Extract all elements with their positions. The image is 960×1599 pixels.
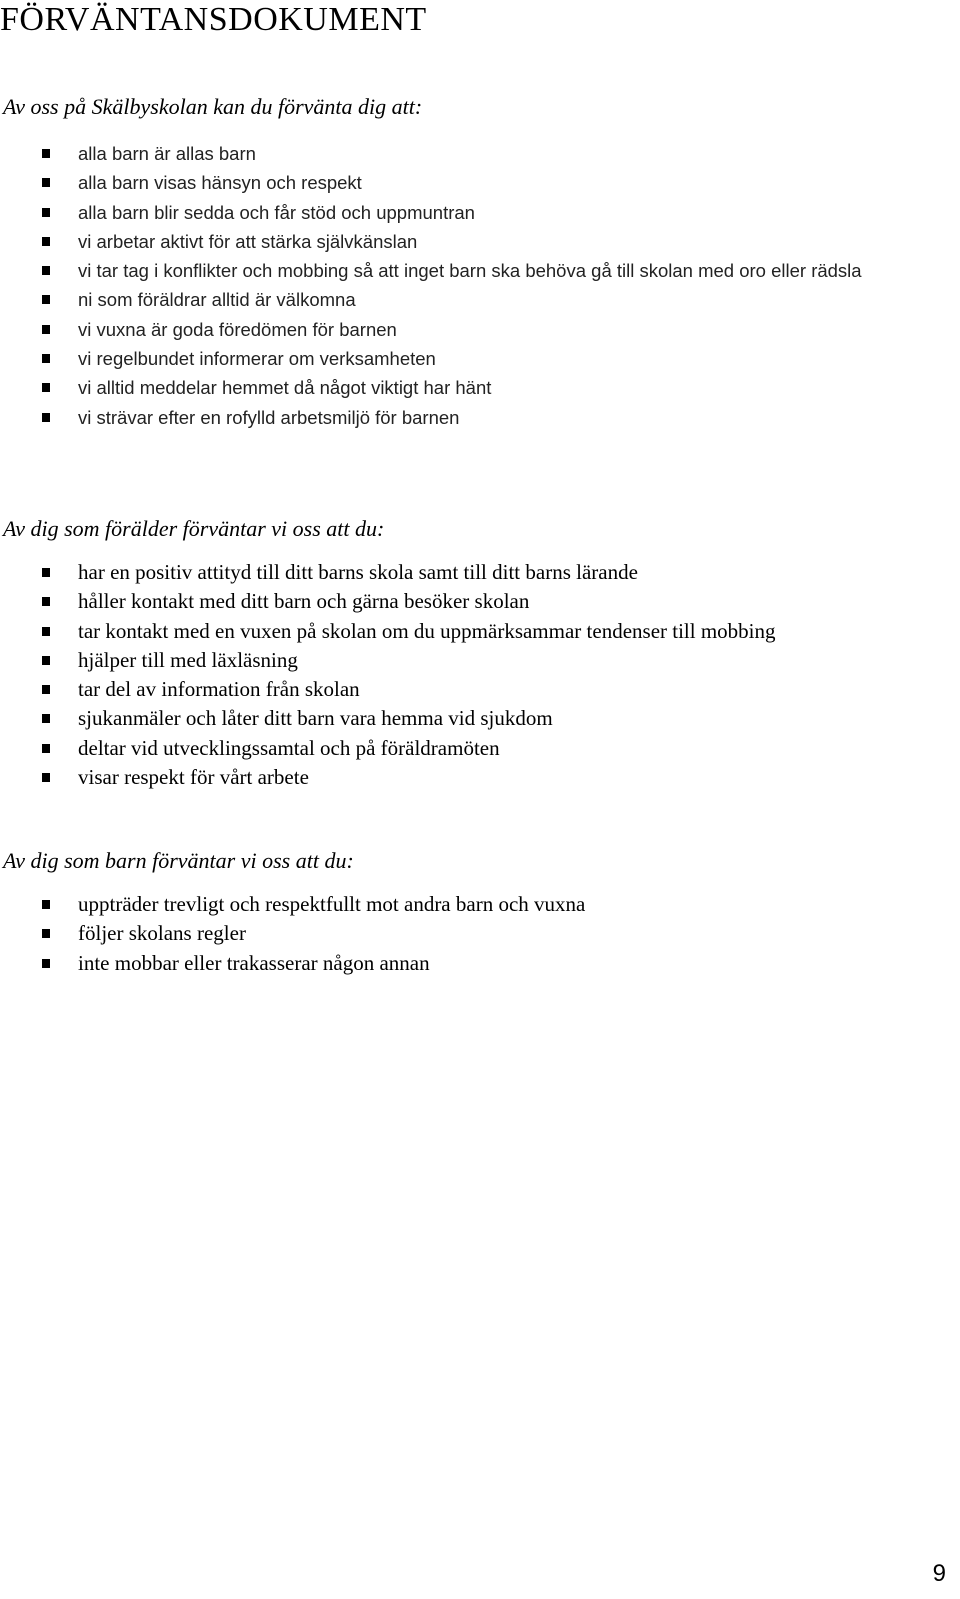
- list-item: alla barn blir sedda och får stöd och uppmuntran: [0, 198, 938, 227]
- square-bullet-icon: [42, 597, 50, 606]
- square-bullet-icon: [42, 656, 50, 665]
- list-item: följer skolans regler: [0, 919, 938, 948]
- list-item: vi regelbundet informerar om verksamheten: [0, 344, 938, 373]
- list-item: sjukanmäler och låter ditt barn vara hemma vid sjukdom: [0, 704, 938, 733]
- bullet-list: [0, 139, 938, 432]
- square-bullet-icon: [42, 568, 50, 577]
- list-item: tar del av information från skolan: [0, 675, 938, 704]
- square-bullet-icon: [42, 354, 50, 363]
- list-item: hjälper till med läxläsning: [0, 646, 938, 675]
- list-item: håller kontakt med ditt barn och gärna besöker skolan: [0, 587, 938, 616]
- list-item: ni som föräldrar alltid är välkomna: [0, 285, 938, 314]
- list-item: vi alltid meddelar hemmet då något viktigt har hänt: [0, 373, 938, 402]
- square-bullet-icon: [42, 383, 50, 392]
- list-item: tar kontakt med en vuxen på skolan om du uppmärksammar tendenser till mobbing: [0, 617, 938, 646]
- list-item: vi tar tag i konflikter och mobbing så att inget barn ska behöva gå till skolan med oro eller rädsla: [0, 256, 938, 285]
- square-bullet-icon: [42, 744, 50, 753]
- square-bullet-icon: [42, 929, 50, 938]
- section-child-expectations: [0, 848, 960, 975]
- square-bullet-icon: [42, 295, 50, 304]
- square-bullet-icon: [42, 773, 50, 782]
- square-bullet-icon: [42, 149, 50, 158]
- list-item: visar respekt för vårt arbete: [0, 763, 938, 792]
- list-item: alla barn är allas barn: [0, 139, 938, 168]
- list-item: vi vuxna är goda föredömen för barnen: [0, 315, 938, 344]
- bullet-list: [0, 890, 938, 978]
- list-item: vi arbetar aktivt för att stärka självkänslan: [0, 227, 938, 256]
- section-parent-expectations: [0, 516, 960, 790]
- bullet-list: [0, 558, 938, 792]
- list-item: alla barn visas hänsyn och respekt: [0, 168, 938, 197]
- list-item: uppträder trevligt och respektfullt mot andra barn och vuxna: [0, 890, 938, 919]
- square-bullet-icon: [42, 627, 50, 636]
- list-item: deltar vid utvecklingssamtal och på föräldramöten: [0, 734, 938, 763]
- page-number: 9: [932, 1560, 946, 1587]
- square-bullet-icon: [42, 714, 50, 723]
- list-item: inte mobbar eller trakasserar någon annan: [0, 949, 938, 978]
- square-bullet-icon: [42, 266, 50, 275]
- square-bullet-icon: [42, 413, 50, 422]
- section-heading: Av oss på Skälbyskolan kan du förvänta dig att:: [3, 94, 423, 119]
- square-bullet-icon: [42, 325, 50, 334]
- section-heading: Av dig som förälder förväntar vi oss att du:: [3, 516, 385, 541]
- square-bullet-icon: [42, 178, 50, 187]
- section-heading: Av dig som barn förväntar vi oss att du:: [3, 848, 354, 873]
- list-item: vi strävar efter en rofylld arbetsmiljö för barnen: [0, 403, 938, 432]
- square-bullet-icon: [42, 900, 50, 909]
- square-bullet-icon: [42, 237, 50, 246]
- square-bullet-icon: [42, 208, 50, 217]
- section-school-expectations: [0, 94, 960, 428]
- square-bullet-icon: [42, 959, 50, 968]
- list-item: har en positiv attityd till ditt barns skola samt till ditt barns lärande: [0, 558, 938, 587]
- square-bullet-icon: [42, 685, 50, 694]
- document-title: FÖRVÄNTANSDOKUMENT: [0, 1, 427, 38]
